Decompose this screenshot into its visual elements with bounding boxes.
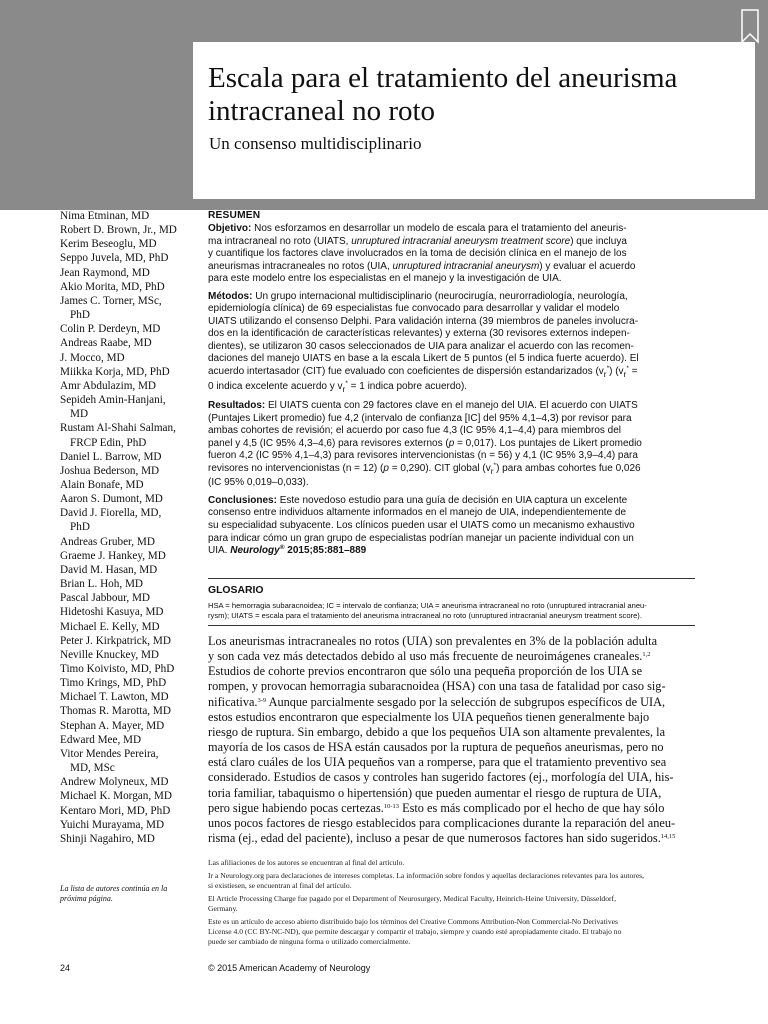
metodos-label: Métodos: — [208, 290, 253, 302]
abstract-body — [208, 223, 695, 563]
abstract-conclusiones: Conclusiones: Este novedoso estudio para una guía de decisión en UIA captura un excelente consenso entre individuos altamente informados en el manejo de UIA, independientemente de su especialidad subyacente. Los clínicos pueden usar el UIATS como un mecanismo exhaustivo para indicar cómo un gran grupo de especialistas podrían manejar un paciente individual con un UIA. Neurology® 2015;85:881–889 — [208, 495, 695, 558]
objetivo-line: Nos esforzamos en desarrollar un modelo de escala para el tratamiento del aneuris- — [254, 223, 627, 234]
conclusiones-line: su especialidad subyacente. Los clínicos pueden usar el UIATS como un mecanismo exhaustivo — [208, 520, 635, 532]
title-line: intracraneal no roto — [208, 95, 436, 127]
conclusiones-line: consenso entre individuos altamente informados en el manejo de UIA, independientemente de — [208, 507, 627, 519]
author: Joshua Bederson, MD — [60, 464, 160, 477]
author: Colin P. Derdeyn, MD — [60, 323, 161, 336]
author: David M. Hasan, MD — [60, 563, 158, 576]
metodos-line: dos en la identificación de características relevantes) y externa (30 revisores externos indepen- — [208, 328, 630, 340]
author-cont: FRCP Edin, PhD — [70, 436, 147, 449]
metodos-line: epidemiología clínica) de 69 especialistas fue convocado para desarrollar y validar el modelo — [208, 303, 620, 315]
body-line: considerado. Estudios de casos y controles han sugerido factores (ej., morfología del UIA, his- — [208, 770, 674, 785]
title-line: Escala para el tratamiento del aneurisma — [208, 62, 678, 94]
author: Michael T. Lawton, MD — [60, 691, 169, 704]
author-cont: MD, MSc — [70, 762, 115, 775]
metodos-line: UIATS utilizando el consenso Delphi. Para validación interna (39 miembros de paneles involucra- — [208, 315, 639, 327]
body-line: mayoría de los casos de HSA están causados por la ruptura de pequeños aneurismas, pero no — [208, 740, 664, 755]
author: Shinji Nagahiro, MD — [60, 832, 155, 845]
body-line: unos pocos factores de riesgo establecidos para complicaciones durante la reparación del aneu- — [208, 815, 676, 830]
glossary-bottom-rule — [208, 625, 695, 626]
abstract-heading: RESUMEN — [208, 210, 261, 221]
body-line: nificativa. — [208, 694, 258, 709]
author: Yuichi Murayama, MD — [60, 818, 165, 831]
footnote-line: License 4.0 (CC BY-NC-ND), que permite descargar y compartir el trabajo, siempre y cuando esté apropiadamente citado. El trabajo no — [208, 927, 622, 936]
body-text — [208, 634, 698, 846]
body-line: estos estudios encontraron que especialmente los UIA pequeños tienen generalmente bajo — [208, 709, 650, 724]
author-cont: MD — [70, 408, 89, 421]
author: Stephan A. Mayer, MD — [60, 719, 165, 732]
body-line: rompen, y provocan hemorragia subaracnoidea (HSA) con una tasa de fatalidad por caso sig- — [208, 679, 666, 694]
resultados-label: Resultados: — [208, 400, 266, 412]
resultados-line: revisores no intervencionistas (n = 12) ( — [208, 462, 384, 474]
author: Michael E. Kelly, MD — [60, 620, 160, 633]
author: Alain Bonafe, MD — [60, 478, 144, 491]
author: Daniel L. Barrow, MD — [60, 450, 162, 463]
author: Vitor Mendes Pereira, — [60, 747, 159, 760]
author: Aaron S. Dumont, MD — [60, 493, 163, 506]
metodos-line: acuerdo intertasador (CIT) fue evaluado con coeficientes de dispersión estandarizados (v — [208, 366, 604, 378]
author: Andrew Molyneux, MD — [60, 776, 169, 789]
conclusiones-line: Este novedoso estudio para una guía de decisión en UIA captura un excelente — [279, 494, 628, 506]
body-line: pero sigue habiendo pocas certezas. — [208, 800, 384, 815]
author: Kerim Beseoglu, MD — [60, 238, 157, 251]
author: Michael K. Morgan, MD — [60, 790, 172, 803]
body-line: toria familiar, tabaquismo o hipertensión) que pueden aumentar el riesgo de ruptura de UIA, — [208, 785, 662, 800]
author: Jean Raymond, MD — [60, 266, 150, 279]
note-line: La lista de autores continúa en la — [60, 884, 168, 893]
metodos-line: 0 indica excelente acuerdo y v — [208, 380, 343, 392]
page-number: 24 — [60, 963, 71, 973]
glossary-heading: GLOSARIO — [208, 585, 264, 596]
resultados-line: fueron 4,2 (IC 95% 4,1–4,3) para revisores intervencionistas (n = 56) y 4,1 (IC 95% 3,9–4,4) para — [208, 450, 638, 462]
author: Kentaro Mori, MD, PhD — [60, 804, 171, 817]
author: Thomas R. Marotta, MD — [60, 705, 171, 718]
author: Edward Mee, MD — [60, 733, 142, 746]
authors-continued-note — [60, 884, 200, 904]
author: Neville Knuckey, MD — [60, 648, 160, 661]
note-line: próxima página. — [60, 894, 113, 903]
metodos-line: Un grupo internacional multidisciplinario (neurocirugía, neurorradiología, neurología, — [255, 290, 628, 302]
footnotes — [208, 858, 698, 947]
copyright-notice: © 2015 American Academy of Neurology — [208, 963, 371, 973]
glossary-line: HSA = hemorragia subaracnoidea; IC = intervalo de confianza; UIA = aneurisma intracraneal no roto (unruptured intracranial aneu- — [208, 601, 647, 610]
ref-sup: 10-13 — [383, 802, 400, 810]
objetivo-line: ma intracraneal no roto (UIATS, unruptured intracranial aneurysm treatment score) que incluya — [208, 235, 627, 247]
body-line: está claro cuáles de los UIA pequeños van a romperse, para que el tratamiento preventivo sea — [208, 755, 667, 770]
objetivo-line: y cuantifique los factores clave involucrados en la toma de decisión clínica en el manejo de los — [208, 248, 627, 260]
author: Robert D. Brown, Jr., MD — [60, 224, 177, 237]
resultados-line: (IC 95% 0,019–0,033). — [208, 477, 309, 489]
footnote-line: Germany. — [208, 904, 238, 913]
conclusiones-line: UIA. — [208, 545, 228, 557]
author: Peter J. Kirkpatrick, MD — [60, 634, 171, 647]
abstract-resultados: Resultados: El UIATS cuenta con 29 factores clave en el manejo del UIA. El acuerdo con UIATS (Puntajes Likert promedio) fue 4,2 (intervalo de confianza [IC] del 95% 4,1–4,3) por revisor para ambas cohortes de revisión; el acuerdo por caso fue 4,3 (IC 95% 4,1–4,4) para miembros del panel y 4,5 (IC 95% 4,3–4,6) para revisores externos (p = 0,017). Los puntajes de Likert promedio fueron 4,2 (IC 95% 4,1–4,3) para revisores intervencionistas (n = 56) y 4,1 (IC 95% 3,9–4,4) para revisores no intervencionistas (n = 12) (p = 0,290). CIT global $(v_r^*)$ para ambas cohortes fue 0,026 (IC 95% 0,019–0,033). — [208, 400, 695, 490]
resultados-line: = 0,017). Los puntajes de Likert promedio — [457, 437, 642, 449]
conclusiones-line: para indicar cómo un gran grupo de especialistas podrían manejar un paciente individual con un — [208, 532, 634, 544]
author: Miikka Korja, MD, PhD — [60, 365, 170, 378]
author: Timo Koivisto, MD, PhD — [60, 663, 175, 675]
resultados-line: ambas cohortes de revisión; el acuerdo por caso fue 4,3 (IC 95% 4,1–4,4) para miembros del — [208, 425, 621, 437]
footnote-line: Las afiliaciones de los autores se encuentran al final del artículo. — [208, 858, 405, 867]
author: Andreas Raabe, MD — [60, 337, 152, 350]
author: David J. Fiorella, MD, — [60, 507, 162, 520]
glossary-body — [208, 601, 695, 621]
body-line: Estudios de cohorte previos encontraron que sólo una pequeña proporción de los UIA se — [208, 664, 643, 679]
footnote-line: Este es un artículo de acceso abierto distribuido bajo los términos del Creative Commons Attribution-Non Commercial-No Derivatives — [208, 917, 618, 926]
body-line: Esto es más complicado por el hecho de que hay sólo — [399, 800, 665, 815]
author: Hidetoshi Kasuya, MD — [60, 606, 164, 619]
ref-sup: 1,2 — [642, 651, 651, 659]
resultados-line: El UIATS cuenta con 29 factores clave en el manejo del UIA. El acuerdo con UIATS — [268, 400, 638, 412]
conclusiones-label: Conclusiones: — [208, 494, 277, 506]
objetivo-line: para este modelo entre los especialistas en el manejo y la investigación de UIA. — [208, 273, 562, 285]
author: Amr Abdulazim, MD — [60, 379, 157, 392]
resultados-line: ) para ambas cohortes fue 0,026 — [496, 462, 641, 474]
glossary-top-rule — [208, 578, 695, 579]
author: Sepideh Amin-Hanjani, — [60, 394, 166, 407]
citation-journal: Neurology — [230, 545, 280, 557]
body-line: risma (ej., edad del paciente), incluso a pesar de que numerosos factores han sido sugeridos. — [208, 831, 661, 846]
author: J. Mocco, MD — [60, 351, 125, 364]
author: Rustam Al-Shahi Salman, — [60, 422, 176, 435]
abstract-objetivo — [208, 223, 695, 286]
author-cont: PhD — [70, 309, 90, 322]
ref-sup: 3-9 — [257, 696, 267, 704]
page-fold-icon — [740, 8, 760, 44]
abstract-metodos: Métodos: Un grupo internacional multidisciplinario (neurocirugía, neurorradiología, neurología, epidemiología clínica) de 69 especialistas fue convocado para desarrollar y validar el modelo UIATS utilizando el consenso Delphi. Para validación interna (39 miembros de paneles involucra- dos en la identificación de características relevantes) y externa (30 revisores externos indepen- dientes), se utilizaron 30 casos seleccionados de UIA para analizar el acuerdo con las recomen- daciones del manejo UIATS en base a la escala Likert de 5 puntos (el 5 indica fuerte acuerdo). El acuerdo intertasador (CIT) fue evaluado con coeficientes de dispersión estandarizados $(v_r^*) (v_r^*$ = 0 indica excelente acuerdo y $v_r^* = 1$ indica pobre acuerdo). — [208, 291, 695, 395]
footnote-line: puede ser cambiado de ninguna forma o utilizado comercialmente. — [208, 937, 411, 946]
article-title — [208, 62, 748, 128]
author: Nima Etminan, MD — [60, 210, 150, 222]
body-line: Los aneurismas intracraneales no rotos (UIA) son prevalentes en 3% de la población adulta — [208, 634, 658, 648]
footnote-line: El Article Processing Charge fue pagado por el Department of Neurosurgery, Medical Faculty, Heinrich-Heine University, Düsseldorf, — [208, 894, 616, 903]
author: Timo Krings, MD, PhD — [60, 677, 167, 690]
footnote-line: si existiesen, se encuentran al final del artículo. — [208, 881, 352, 890]
author-list — [60, 209, 200, 846]
author: James C. Torner, MSc, — [60, 294, 162, 307]
metodos-line: daciones del manejo UIATS en base a la escala Likert de 5 puntos (el 5 indica fuerte acuerdo). El — [208, 353, 639, 365]
citation-detail: 2015;85:881–889 — [284, 545, 367, 557]
body-line: Aunque parcialmente sesgado por la selección de subgrupos específicos de UIA, — [266, 694, 666, 709]
author: Graeme J. Hankey, MD — [60, 549, 166, 562]
objetivo-line: aneurismas intracraneales no rotos (UIA, unruptured intracranial aneurysm) y evaluar el acuerdo — [208, 260, 636, 272]
footnote-line: Ir a Neurology.org para declaraciones de intereses completas. La información sobre fondos y aquellas declaraciones relevantes para los autores, — [208, 871, 645, 880]
author: Andreas Gruber, MD — [60, 535, 155, 548]
resultados-line: panel y 4,5 (IC 95% 4,3–4,6) para revisores externos ( — [208, 437, 449, 449]
resultados-line: = 0,290). CIT global (v — [391, 462, 491, 474]
metodos-line: = 1 indica pobre acuerdo). — [350, 380, 468, 392]
resultados-line: (Puntajes Likert promedio) fue 4,2 (intervalo de confianza [IC] del 95% 4,1–4,3) por revisor para — [208, 412, 632, 424]
metodos-line: dientes), se utilizaron 30 casos seleccionados de UIA para analizar el acuerdo con las recomen- — [208, 340, 634, 352]
author: Pascal Jabbour, MD — [60, 592, 150, 605]
author: Akio Morita, MD, PhD — [60, 280, 165, 293]
author: Seppo Juvela, MD, PhD — [60, 252, 169, 265]
article-subtitle: Un consenso multidisciplinario — [209, 134, 422, 153]
body-line: riesgo de ruptura. Sin embargo, debido a que los pequeños UIA son altamente prevalentes, la — [208, 724, 666, 739]
author: Brian L. Hoh, MD — [60, 578, 143, 591]
objetivo-label: Objetivo: — [208, 223, 252, 234]
author-cont: PhD — [70, 521, 90, 534]
ref-sup: 14,15 — [660, 833, 676, 841]
body-line: y son cada vez más detectados debido al uso más frecuente de neuroimágenes craneales. — [208, 649, 643, 664]
glossary-line: rysm); UIATS = escala para el tratamiento del aneurisma intracraneal no roto (unruptured intracranial aneurysm treatment score). — [208, 611, 642, 620]
